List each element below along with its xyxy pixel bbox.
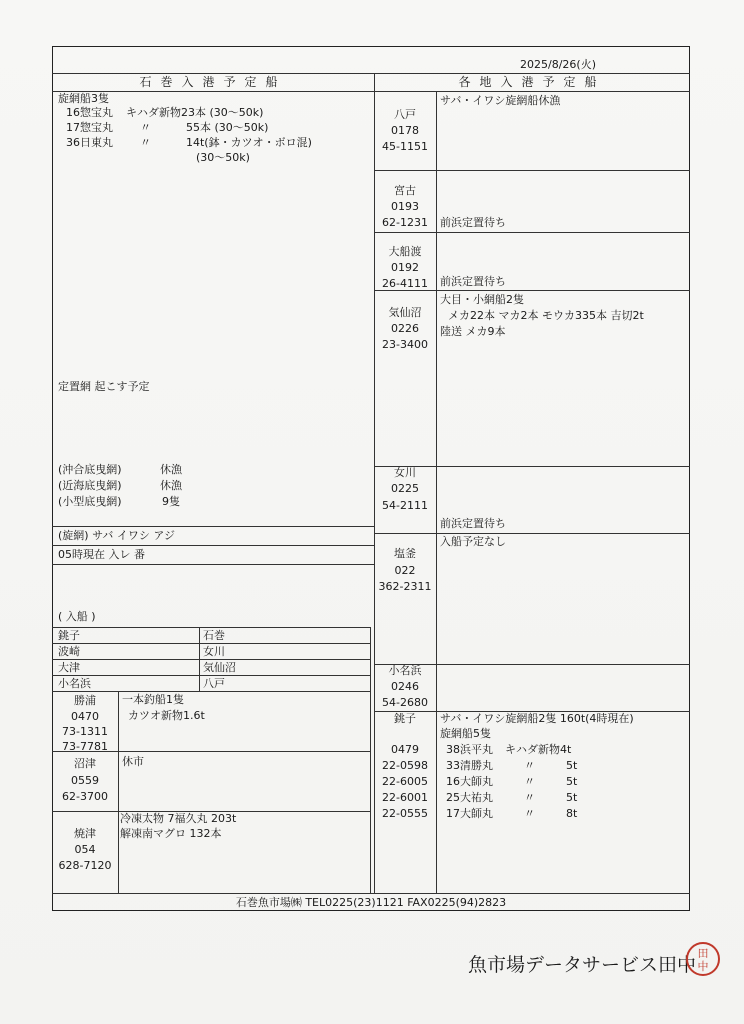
ditto-mark: 〃 — [140, 121, 151, 134]
port-tel: 0226 — [391, 322, 419, 335]
port-tel: 362-2311 — [378, 580, 432, 593]
ditto-mark: 〃 — [524, 807, 535, 820]
port-line: 入船予定なし — [440, 535, 506, 548]
ditto-mark: 〃 — [524, 791, 535, 804]
boat-cargo: 5t — [566, 775, 578, 788]
port-tel: 73-7781 — [62, 740, 108, 753]
port-tel: 0178 — [391, 124, 419, 137]
port-tel: 62-3700 — [62, 790, 108, 803]
port-name: 女川 — [394, 466, 416, 479]
port-name: 焼津 — [74, 827, 96, 840]
port-line: 旋網船5隻 — [440, 727, 491, 740]
ditto-mark: 〃 — [140, 136, 151, 149]
boat-name: 16惣宝丸 — [66, 106, 113, 119]
port-line: 大目・小網船2隻 — [440, 293, 524, 306]
right-column-header: 各地入港予定船 — [458, 75, 606, 89]
port-tel: 73-1311 — [62, 725, 108, 738]
port-name: 宮古 — [394, 184, 416, 197]
port-tel: 54-2111 — [382, 499, 428, 512]
port-line: サバ・イワシ旋網船休漁 — [440, 94, 561, 107]
boat-name: 17惣宝丸 — [66, 121, 113, 134]
port-name: 勝浦 — [74, 694, 96, 707]
boat-cargo: 55本 (30〜50k) — [186, 121, 269, 134]
port-name: 気仙沼 — [388, 306, 422, 319]
port-tel: 054 — [74, 843, 96, 856]
port-name: 大船渡 — [388, 245, 422, 258]
makiami-species: (旋網) サバ イワシ アジ — [58, 529, 175, 542]
port-line: 陸送 メカ9本 — [440, 325, 506, 338]
boat-name: 38浜平丸 — [446, 743, 493, 756]
port-line: メカ22本 マカ2本 モウカ335本 吉切2t — [448, 309, 644, 322]
port-line: 一本釣船1隻 — [122, 693, 184, 706]
boat-cargo: 8t — [566, 807, 578, 820]
port-name: 八戸 — [394, 108, 416, 121]
boat-cargo: キハダ新物23本 (30〜50k) — [126, 106, 264, 119]
footer-contact: 石巻魚市場㈱ TEL0225(23)1121 FAX0225(94)2823 — [235, 896, 507, 909]
ishinomaki-group: 旋網船3隻 — [58, 92, 109, 105]
port-line: 解凍南マグロ 132本 — [120, 827, 222, 840]
port-line: サバ・イワシ旋網船2隻 160t(4時現在) — [440, 712, 634, 725]
port-line: 前浜定置待ち — [440, 216, 506, 229]
port-tel: 26-4111 — [382, 277, 428, 290]
nyusen-label: ( 入船 ) — [58, 610, 96, 623]
nyusen-cell: 波崎 — [58, 645, 80, 658]
nyusen-cell: 小名浜 — [58, 677, 91, 690]
nyusen-cell: 気仙沼 — [203, 661, 236, 674]
port-tel: 0193 — [391, 200, 419, 213]
port-tel: 022 — [394, 564, 416, 577]
boat-cargo: キハダ新物4t — [505, 743, 572, 756]
port-tel: 0559 — [71, 774, 99, 787]
trawl-label: (小型底曳網) — [58, 495, 122, 508]
nyusen-cell: 大津 — [58, 661, 80, 674]
boat-name: 25大祐丸 — [446, 791, 493, 804]
port-name: 小名浜 — [388, 664, 422, 677]
boat-name: 17大師丸 — [446, 807, 493, 820]
port-tel: 22-6001 — [382, 791, 428, 804]
port-tel: 54-2680 — [382, 696, 428, 709]
port-tel: 62-1231 — [382, 216, 428, 229]
ditto-mark: 〃 — [524, 775, 535, 788]
trawl-label: (近海底曳網) — [58, 479, 122, 492]
boat-cargo: 14t(鉢・カツオ・ボロ混) — [186, 136, 312, 149]
boat-cargo: 5t — [566, 791, 578, 804]
port-tel: 628-7120 — [58, 859, 112, 872]
as-of-note: 05時現在 入レ 番 — [58, 548, 145, 561]
trawl-value: 休漁 — [160, 463, 182, 476]
table-frame — [52, 46, 690, 911]
boat-cargo-size: (30〜50k) — [196, 151, 250, 164]
port-tel: 22-0555 — [382, 807, 428, 820]
signature-text: 魚市場データサービス田中 — [468, 954, 697, 976]
boat-name: 16大師丸 — [446, 775, 493, 788]
port-line: 冷凍太物 7福久丸 203t — [120, 812, 237, 825]
nyusen-cell: 銚子 — [58, 629, 80, 642]
port-tel: 0470 — [71, 710, 99, 723]
boat-name: 33清勝丸 — [446, 759, 493, 772]
boat-cargo: 5t — [566, 759, 578, 772]
port-line: 前浜定置待ち — [440, 517, 506, 530]
port-tel: 45-1151 — [382, 140, 428, 153]
port-name: 銚子 — [394, 712, 416, 725]
boat-name: 36日東丸 — [66, 136, 113, 149]
trawl-value: 9隻 — [162, 495, 180, 508]
seal-text: 田中 — [697, 947, 709, 973]
port-line: 前浜定置待ち — [440, 275, 506, 288]
port-tel: 22-0598 — [382, 759, 428, 772]
left-column-header: 石巻入港予定船 — [139, 75, 287, 89]
port-line: 休市 — [122, 755, 144, 768]
port-tel: 22-6005 — [382, 775, 428, 788]
port-tel: 0479 — [391, 743, 419, 756]
port-tel: 0192 — [391, 261, 419, 274]
ditto-mark: 〃 — [524, 759, 535, 772]
port-tel: 0246 — [391, 680, 419, 693]
trawl-label: (沖合底曳網) — [58, 463, 122, 476]
port-tel: 23-3400 — [382, 338, 428, 351]
teichi-note: 定置網 起こす予定 — [58, 380, 150, 393]
trawl-value: 休漁 — [160, 479, 182, 492]
port-tel: 0225 — [391, 482, 419, 495]
hanko-seal — [686, 942, 720, 976]
nyusen-cell: 石巻 — [203, 629, 225, 642]
port-name: 塩釜 — [394, 547, 416, 560]
nyusen-cell: 八戸 — [203, 677, 225, 690]
report-date: 2025/8/26(火) — [520, 58, 596, 71]
port-name: 沼津 — [74, 757, 96, 770]
port-line: カツオ新物1.6t — [128, 709, 205, 722]
nyusen-cell: 女川 — [203, 645, 225, 658]
